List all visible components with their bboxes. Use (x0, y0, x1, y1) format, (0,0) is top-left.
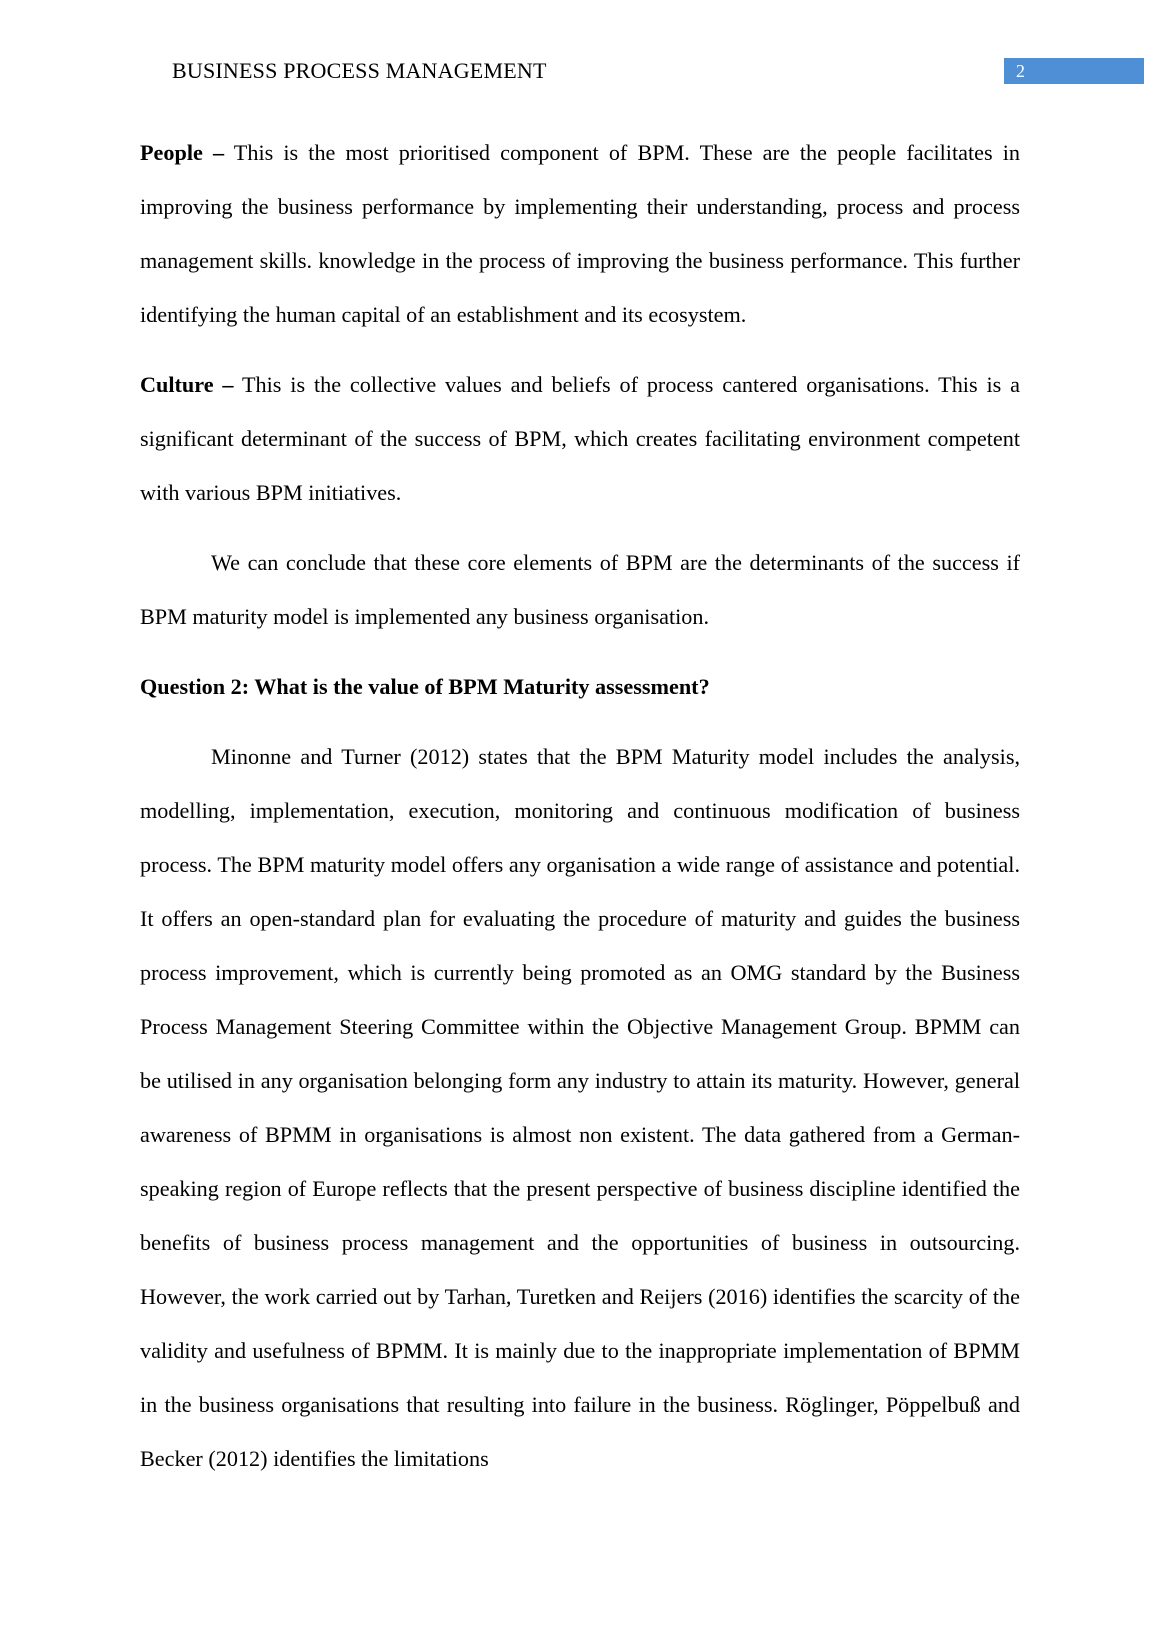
culture-text: This is the collective values and beliefs of process cantered organisations. This is a significant determinant of the success of BPM, which creates facilitating environment competent with various BPM initiatives. (140, 372, 1020, 505)
question-heading: Question 2: What is the value of BPM Maturity assessment? (140, 674, 710, 699)
page-number: 2 (1016, 61, 1025, 81)
paragraph-conclusion: We can conclude that these core elements of BPM are the determinants of the success if BPM maturity model is implemented any business organisation. (140, 550, 1020, 629)
paragraph-people (140, 126, 1020, 342)
paragraph-answer: Minonne and Turner (2012) states that the BPM Maturity model includes the analysis, modelling, implementation, execution, monitoring and continuous modification of business process. The BPM maturity model offers any organisation a wide range of assistance and potential. It offers an open-standard plan for evaluating the procedure of maturity and guides the business process improvement, which is currently being promoted as an OMG standard by the Business Process Management Steering Committee within the Objective Management Group. BPMM can be utilised in any organisation belonging form any industry to attain its maturity. However, general awareness of BPMM in organisations is almost non existent. The data gathered from a German-speaking region of Europe reflects that the present perspective of business discipline identified the benefits of business process management and the opportunities of business in outsourcing. However, the work carried out by Tarhan, Turetken and Reijers (2016) identifies the scarcity of the validity and usefulness of BPMM. It is mainly due to the inappropriate implementation of BPMM in the business organisations that resulting into failure in the business. Röglinger, Pöppelbuß and Becker (2012) identifies the limitations (140, 744, 1020, 1471)
term-culture: Culture – (140, 372, 234, 397)
running-head: BUSINESS PROCESS MANAGEMENT (172, 58, 547, 83)
term-people: People – (140, 140, 225, 165)
people-text: This is the most prioritised component of BPM. These are the people facilitates in improving the business performance by implementing their understanding, process and process management skills. knowledge in the process of improving the business performance. This further identifying the human capital of an establishment and its ecosystem. (140, 140, 1020, 327)
page-number-box (1004, 58, 1144, 84)
document-body (140, 126, 1020, 1502)
paragraph-culture (140, 358, 1020, 520)
